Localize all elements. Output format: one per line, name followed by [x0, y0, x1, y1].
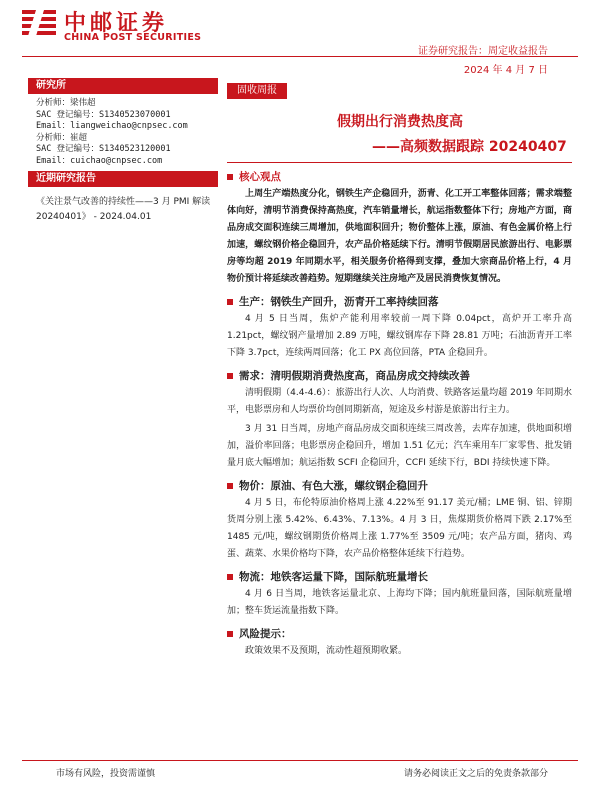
analyst-email[interactable]: Email：cuichao@cnpsec.com [36, 155, 163, 166]
recent-reports-header: 近期研究报告 [28, 171, 218, 187]
recent-report-link[interactable]: 《关注景气改善的持续性——3 月 PMI 解读 20240401》 - 2024.04.01 [36, 197, 211, 222]
logistics-paragraph: 4 月 6 日当周，地铁客运量北京、上海均下降；国内航班量回落，国际航班量增加；整车货运流量指数下降。 [227, 589, 572, 616]
analyst-line: 分析师：崔超 [36, 132, 88, 143]
header-divider [22, 56, 578, 57]
section-heading-logistics: 物流：地铁客运量下降，国际航班量增长 [227, 569, 572, 584]
report-title: 假期出行消费热度高 [337, 114, 463, 130]
demand-paragraph-weekly: 3 月 31 日当周，房地产商品房成交面积连续三周改善，去库存加速，供地面积增加，溢价率回落；电影票房企稳回升，增加 1.51 亿元；汽车乘用车厂家零售、批发销量月底大幅增加；航运指数 SCFI 企稳回升，CCFI 延续下行，BDI 持续快速下降。 [227, 424, 572, 468]
section-heading-prices: 物价：原油、有色大涨，螺纹钢企稳回升 [227, 478, 572, 493]
title-divider [227, 162, 572, 163]
analyst-line: SAC 登记编号：S1340523120001 [36, 144, 171, 154]
analyst-line: SAC 登记编号：S1340523070001 [36, 109, 171, 120]
report-date: 2024 年 4 月 7 日 [463, 65, 548, 76]
section-heading-risk: 风险提示： [227, 626, 572, 641]
research-section-header: 研究所 [28, 78, 218, 94]
footer-risk-note: 市场有风险，投资需谨慎 [56, 769, 156, 779]
bullet-icon [227, 373, 233, 379]
section-heading-demand: 需求：清明假期消费热度高，商品房成交持续改善 [227, 368, 572, 383]
footer-disclaimer: 请务必阅读正文之后的免责条款部分 [403, 769, 548, 779]
footer-divider [22, 760, 578, 761]
risk-paragraph: 政策效果不及预期，流动性超预期收紧。 [245, 646, 408, 656]
bullet-icon [227, 174, 233, 180]
production-paragraph: 4 月 5 日当周，焦炉产能利用率较前一周下降 0.04pct，高炉开工率升高 1.21pct，螺纹钢产量增加 2.89 万吨，螺纹钢库存下降 28.81 万吨；石油沥青开工率下降 3.7pct，连续两周回落；化工 PX 高位回落，PTA 企稳回升。 [227, 314, 572, 358]
logo-english-name: CHINA POST SECURITIES [64, 32, 202, 43]
analyst-info [28, 94, 218, 171]
report-subtitle: ——高频数据跟踪 20240407 [372, 139, 567, 155]
report-type: 证券研究报告：周定收益报告 [418, 46, 548, 57]
core-view-paragraph: 上周生产端热度分化，钢铁生产企稳回升，沥青、化工开工率整体回落；需求端整体向好，清明节消费保持高热度，汽车销量增长，航运指数整体下行；房地产方面，商品房成交面积连续三周增加，供地面积回升；物价整体上涨，原油、有色金属价格上行加速，螺纹钢价格企稳回升，农产品价格延续下行。清明节假期居民旅游出行、电影票房等均超 2019 年同期水平，相关服务价格得到支撑，叠加大宗商品价格上行，4 月物价预计将延续改善趋势。短期继续关注房地产及居民消费恢复情况。 [227, 189, 572, 284]
sidebar [28, 78, 218, 225]
bullet-icon [227, 631, 233, 637]
report-category-tag: 固收周报 [227, 83, 287, 99]
section-heading-production: 生产：钢铁生产回升，沥青开工率持续回落 [227, 294, 572, 309]
china-post-logo-icon [22, 10, 56, 36]
main-content [227, 78, 572, 660]
bullet-icon [227, 483, 233, 489]
analyst-email[interactable]: Email：liangweichao@cnpsec.com [36, 121, 188, 131]
bullet-icon [227, 299, 233, 305]
logo-chinese-name: 中邮证券 [64, 10, 169, 36]
demand-paragraph-holiday: 清明假期（4.4-4.6）：旅游出行人次、人均消费、铁路客运量均超 2019 年同期水平，电影票房和人均票价均创同期新高，短途及乡村游是旅游出行主力。 [227, 388, 572, 415]
section-heading-core: 核心观点 [227, 169, 572, 184]
prices-paragraph: 4 月 5 日，布伦特原油价格周上涨 4.22%至 91.17 美元/桶；LME 铜、铝、锌期货周分别上涨 5.42%、6.43%、7.13%。4 月 3 日，焦煤期货价格周下跌 2.17%至 1485 元/吨，螺纹钢期货价格周上涨 1.77%至 3509 元/吨；农产品方面，猪肉、鸡蛋、蔬菜、水果价格均下降，农产品价格整体延续下行趋势。 [227, 498, 572, 559]
bullet-icon [227, 574, 233, 580]
analyst-line: 分析师：梁伟超 [36, 98, 96, 108]
